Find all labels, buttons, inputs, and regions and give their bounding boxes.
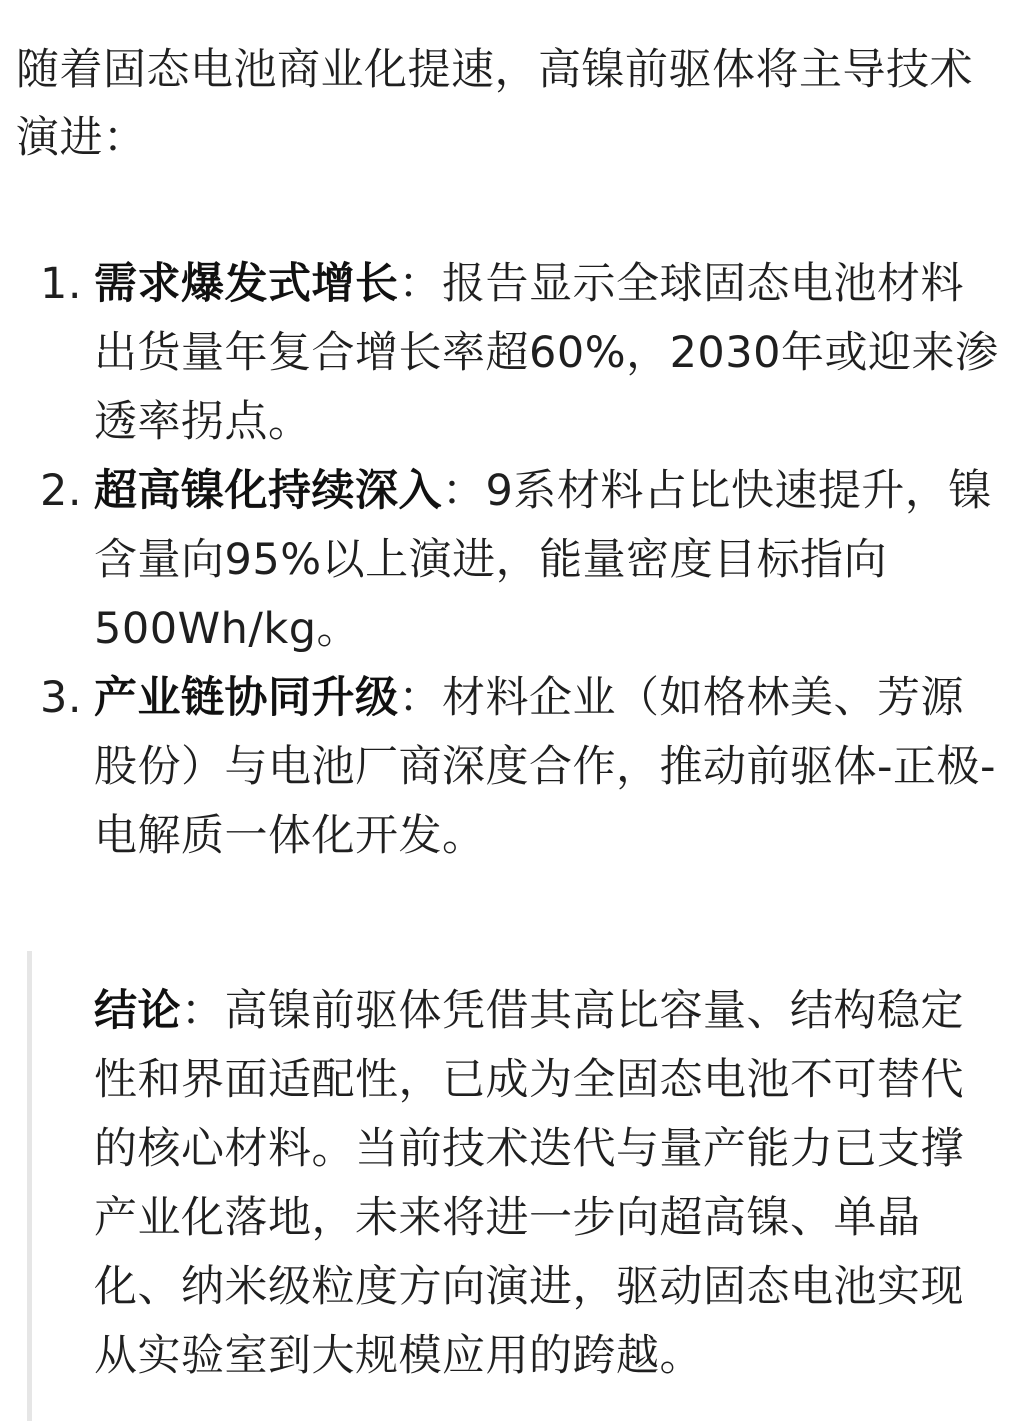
list-item-number: 1. [40, 259, 83, 309]
intro-paragraph: 随着固态电池商业化提速，高镍前驱体将主导技术演进： [16, 45, 973, 163]
list-item [16, 457, 1000, 664]
list-item-title: 产业链协同升级 [94, 673, 399, 723]
trend-list [16, 250, 1000, 871]
list-item-separator: ： [398, 673, 442, 723]
list-item-body: 材料企业（如格林美、芳源股份）与电池厂商深度合作，推动前驱体-正极-电解质一体化开发。 [94, 673, 997, 861]
list-item-number: 3. [40, 673, 83, 723]
list-item-body: 9系材料占比快速提升，镍含量向95%以上演进，能量密度目标指向500Wh/kg。 [94, 466, 992, 654]
list-item-separator: ： [398, 259, 442, 309]
list-item-separator: ： [442, 466, 486, 516]
conclusion-blockquote [27, 951, 1005, 1421]
conclusion-body: 高镍前驱体凭借其高比容量、结构稳定性和界面适配性，已成为全固态电池不可替代的核心材料。当前技术迭代与量产能力已支撑产业化落地，未来将进一步向超高镍、单晶化、纳米级粒度方向演进，驱动固态电池实现从实验室到大规模应用的跨越。 [94, 986, 964, 1381]
conclusion-separator: ： [181, 986, 225, 1036]
list-item [16, 250, 1000, 457]
list-item [16, 664, 1000, 871]
conclusion-title: 结论 [94, 986, 181, 1036]
list-item-title: 需求爆发式增长 [94, 259, 399, 309]
list-item-body: 报告显示全球固态电池材料出货量年复合增长率超60%，2030年或迎来渗透率拐点。 [94, 259, 999, 447]
conclusion-paragraph [32, 951, 1005, 1391]
message-content [16, 36, 1000, 1381]
list-item-title: 超高镍化持续深入 [94, 466, 442, 516]
list-item-number: 2. [40, 466, 83, 516]
